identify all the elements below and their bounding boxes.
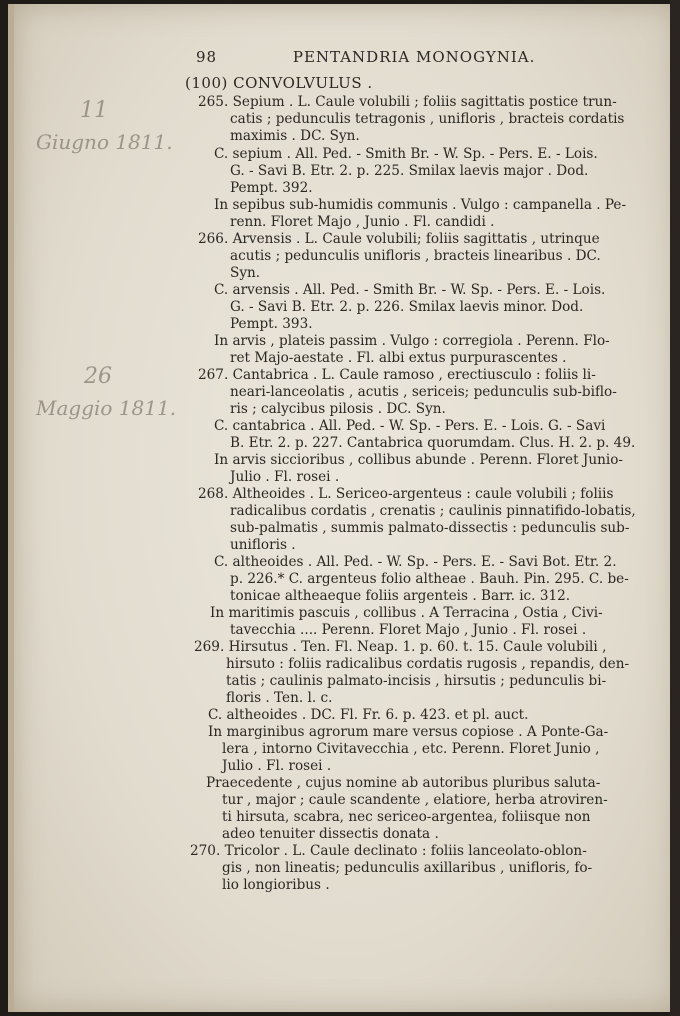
handwritten-note: 26: [84, 364, 112, 389]
text-line: acutis ; pedunculis unifloris , bracteis linearibus . DC.: [230, 248, 601, 264]
text-line: ret Majo-aestate . Fl. albi extus purpurascentes .: [230, 350, 567, 366]
handwritten-note: 11: [80, 98, 108, 123]
text-line: p. 226.* C. argenteus folio altheae . Bauh. Pin. 295. C. be-: [230, 571, 629, 587]
text-line: ris ; calycibus pilosis . DC. Syn.: [230, 401, 446, 417]
text-line: B. Etr. 2. p. 227. Cantabrica quorumdam. Clus. H. 2. p. 49.: [230, 435, 636, 451]
handwritten-note: Maggio 1811.: [36, 396, 177, 420]
text-line: Julio . Fl. rosei .: [222, 758, 332, 774]
text-line: ti hirsuta, scabra, nec sericeo-argentea, foliisque non: [222, 809, 591, 825]
text-line: tatis ; caulinis palmato-incisis , hirsutis ; pedunculis bi-: [226, 673, 607, 689]
book-edge: [670, 0, 680, 1016]
text-line: 266. Arvensis . L. Caule volubili; foliis sagittatis , utrinque: [198, 231, 600, 247]
text-line: C. arvensis . All. Ped. - Smith Br. - W. Sp. - Pers. E. - Lois.: [214, 282, 606, 298]
text-line: gis , non lineatis; pedunculis axillaribus , unifloris, fo-: [222, 860, 593, 876]
text-line: lio longioribus .: [222, 877, 330, 893]
text-line: floris . Ten. l. c.: [226, 690, 333, 706]
text-line: Pempt. 393.: [230, 316, 313, 332]
text-line: hirsuto : foliis radicalibus cordatis rugosis , repandis, den-: [226, 656, 630, 672]
text-line: In sepibus sub-humidis communis . Vulgo : campanella . Pe-: [214, 197, 627, 213]
text-line: 267. Cantabrica . L. Caule ramoso , erectiusculo : foliis li-: [198, 367, 596, 383]
text-line: C. altheoides . All. Ped. - W. Sp. - Pers. E. - Savi Bot. Etr. 2.: [214, 554, 617, 570]
genus-heading: [185, 74, 373, 92]
page-number: 98: [196, 48, 218, 66]
text-line: C. cantabrica . All. Ped. - W. Sp. - Pers. E. - Lois. G. - Savi: [214, 418, 606, 434]
text-line: 269. Hirsutus . Ten. Fl. Neap. 1. p. 60. t. 15. Caule volubili ,: [194, 639, 607, 655]
text-line: maximis . DC. Syn.: [230, 128, 360, 144]
text-line: G. - Savi B. Etr. 2. p. 226. Smilax laevis minor. Dod.: [230, 299, 584, 315]
running-header: [196, 48, 535, 66]
text-line: lera , intorno Civitavecchia , etc. Perenn. Floret Junio ,: [222, 741, 600, 757]
text-line: catis ; pedunculis tetragonis , unifloris , bracteis cordatis: [230, 111, 625, 127]
text-line: Julio . Fl. rosei .: [230, 469, 340, 485]
handwritten-note: Giugno 1811.: [36, 130, 173, 154]
text-line: radicalibus cordatis , crenatis ; caulinis pinnatifido-lobatis,: [230, 503, 636, 519]
text-line: Syn.: [230, 265, 261, 281]
text-line: In arvis siccioribus , collibus abunde . Perenn. Floret Junio-: [214, 452, 623, 468]
text-line: In marginibus agrorum mare versus copiose . A Ponte-Ga-: [208, 724, 609, 740]
text-line: sub-palmatis , summis palmato-dissectis : pedunculis sub-: [230, 520, 630, 536]
genus-name: CONVOLVULUS .: [233, 74, 373, 92]
text-line: 268. Altheoides . L. Sericeo-argenteus : caule volubili ; foliis: [198, 486, 614, 502]
text-line: unifloris .: [230, 537, 296, 553]
text-line: renn. Floret Majo , Junio . Fl. candidi .: [230, 214, 495, 230]
text-line: tonicae altheaeque foliis argenteis . Barr. ic. 312.: [230, 588, 571, 604]
genus-number: (100): [185, 74, 228, 92]
text-line: adeo tenuiter dissectis donata .: [222, 826, 439, 842]
text-line: Pempt. 392.: [230, 180, 313, 196]
text-line: tur , major ; caule scandente , elatiore, herba atroviren-: [222, 792, 608, 808]
text-line: C. altheoides . DC. Fl. Fr. 6. p. 423. et pl. auct.: [208, 707, 529, 723]
text-line: neari-lanceolatis , acutis , sericeis; pedunculis sub-biflo-: [230, 384, 617, 400]
text-line: 265. Sepium . L. Caule volubili ; foliis sagittatis postice trun-: [198, 94, 617, 110]
text-line: Praecedente , cujus nomine ab autoribus pluribus saluta-: [206, 775, 601, 791]
text-line: tavecchia .... Perenn. Floret Majo , Junio . Fl. rosei .: [230, 622, 587, 638]
text-line: C. sepium . All. Ped. - Smith Br. - W. Sp. - Pers. E. - Lois.: [214, 146, 598, 162]
text-line: G. - Savi B. Etr. 2. p. 225. Smilax laevis major . Dod.: [230, 163, 589, 179]
text-line: In maritimis pascuis , collibus . A Terracina , Ostia , Civi-: [210, 605, 603, 621]
text-line: 270. Tricolor . L. Caule declinato : foliis lanceolato-oblon-: [190, 843, 587, 859]
text-line: In arvis , plateis passim . Vulgo : corregiola . Perenn. Flo-: [214, 333, 610, 349]
running-title: PENTANDRIA MONOGYNIA.: [292, 48, 536, 66]
